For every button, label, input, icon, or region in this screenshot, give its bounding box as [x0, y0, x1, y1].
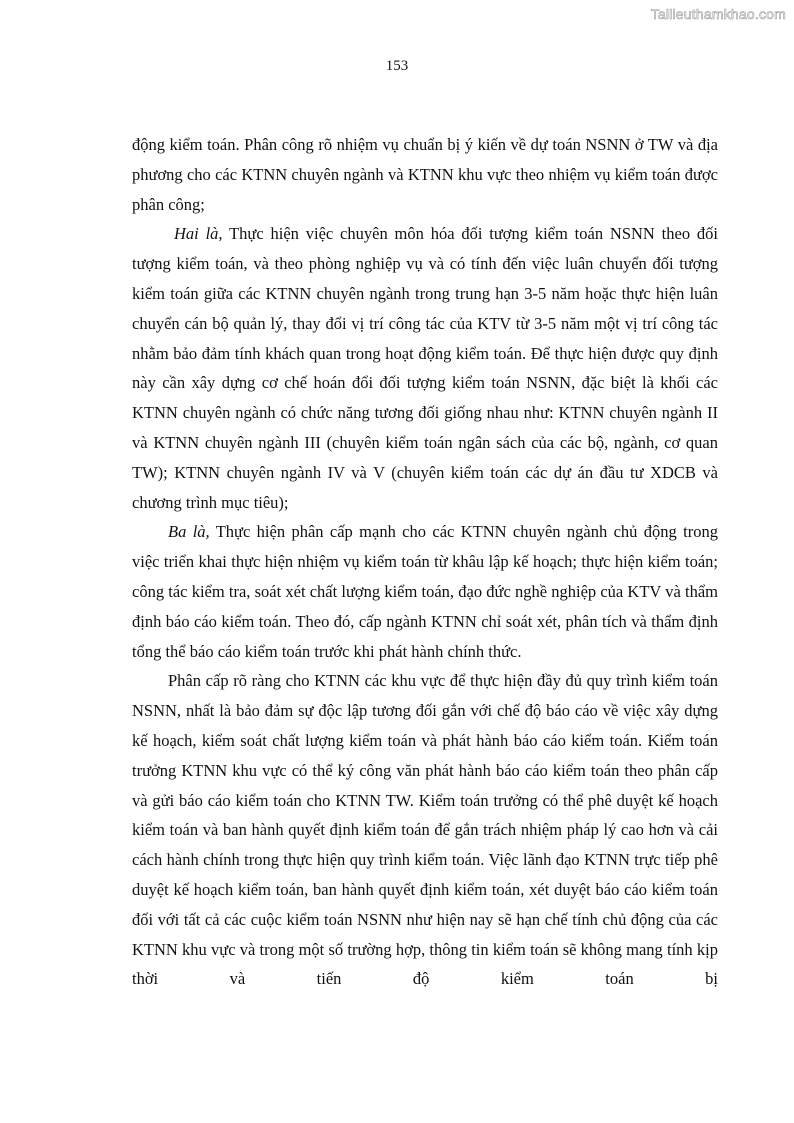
- paragraph-4-text: Phân cấp rõ ràng cho KTNN các khu vực để thực hiện đầy đủ quy trình kiểm toán NSNN, nhất là bảo đảm sự độc lập tương đối gắn với chế độ báo cáo về việc xây dựng kế hoạch, kiểm soát chất lượng kiểm toán và phát hành báo cáo kiểm toán. Kiểm toán trưởng KTNN khu vực có thể ký công văn phát hành báo cáo kiểm toán theo phân cấp và gửi báo cáo kiểm toán cho KTNN TW. Kiểm toán trưởng có thể phê duyệt kế hoạch kiểm toán và ban hành quyết định kiểm toán để gắn trách nhiệm pháp lý cao hơn và cải cách hành chính trong thực hiện quy trình kiểm toán. Việc lãnh đạo KTNN trực tiếp phê duyệt kế hoạch kiểm toán, ban hành quyết định kiểm toán, xét duyệt báo cáo kiểm toán đối với tất cả các cuộc kiểm toán NSNN như hiện nay sẽ hạn chế tính chủ động của các KTNN khu vực và trong một số trường hợp, thông tin kiểm toán sẽ không mang tính kịp thời và tiến độ kiểm toán bị: [132, 671, 718, 989]
- paragraph-2: [132, 219, 718, 517]
- page-number: 153: [385, 58, 409, 74]
- paragraph-3: [132, 517, 718, 666]
- paragraph-3-lead: Ba là,: [168, 522, 210, 542]
- paragraph-2-text: Thực hiện việc chuyên môn hóa đối tượng kiểm toán NSNN theo đối tượng kiểm toán, và theo phòng nghiệp vụ và có tính đến việc luân chuyển đối tượng kiểm toán giữa các KTNN chuyên ngành trong trung hạn 3-5 năm hoặc thực hiện luân chuyển cán bộ quản lý, thay đổi vị trí công tác của KTV từ 3-5 năm một vị trí công tác nhằm bảo đảm tính khách quan trong hoạt động kiểm toán. Để thực hiện được quy định này cần xây dựng cơ chế hoán đổi đối tượng kiểm toán NSNN, đặc biệt là khối các KTNN chuyên ngành có chức năng tương đối giống nhau như: KTNN chuyên ngành II và KTNN chuyên ngành III (chuyên kiểm toán ngân sách của các bộ, ngành, cơ quan TW); KTNN chuyên ngành IV và V (chuyên kiểm toán các dự án đầu tư XDCB và chương trình mục tiêu);: [132, 224, 718, 512]
- document-body: [132, 130, 718, 994]
- paragraph-1: [132, 130, 718, 219]
- watermark: Tailieuthamkhao.com: [650, 6, 786, 22]
- paragraph-4: [132, 666, 718, 994]
- paragraph-1-text: động kiểm toán. Phân công rõ nhiệm vụ chuẩn bị ý kiến về dự toán NSNN ở TW và địa phương cho các KTNN chuyên ngành và KTNN khu vực theo nhiệm vụ kiểm toán được phân công;: [132, 135, 718, 214]
- paragraph-3-text: Thực hiện phân cấp mạnh cho các KTNN chuyên ngành chủ động trong việc triển khai thực hiện nhiệm vụ kiểm toán từ khâu lập kế hoạch; thực hiện kiểm toán; công tác kiểm tra, soát xét chất lượng kiểm toán, đạo đức nghề nghiệp của KTV và thẩm định báo cáo kiểm toán. Theo đó, cấp ngành KTNN chỉ soát xét, phân tích và thẩm định tổng thể báo cáo kiểm toán trước khi phát hành chính thức.: [132, 522, 718, 661]
- paragraph-2-lead: Hai là,: [174, 224, 223, 244]
